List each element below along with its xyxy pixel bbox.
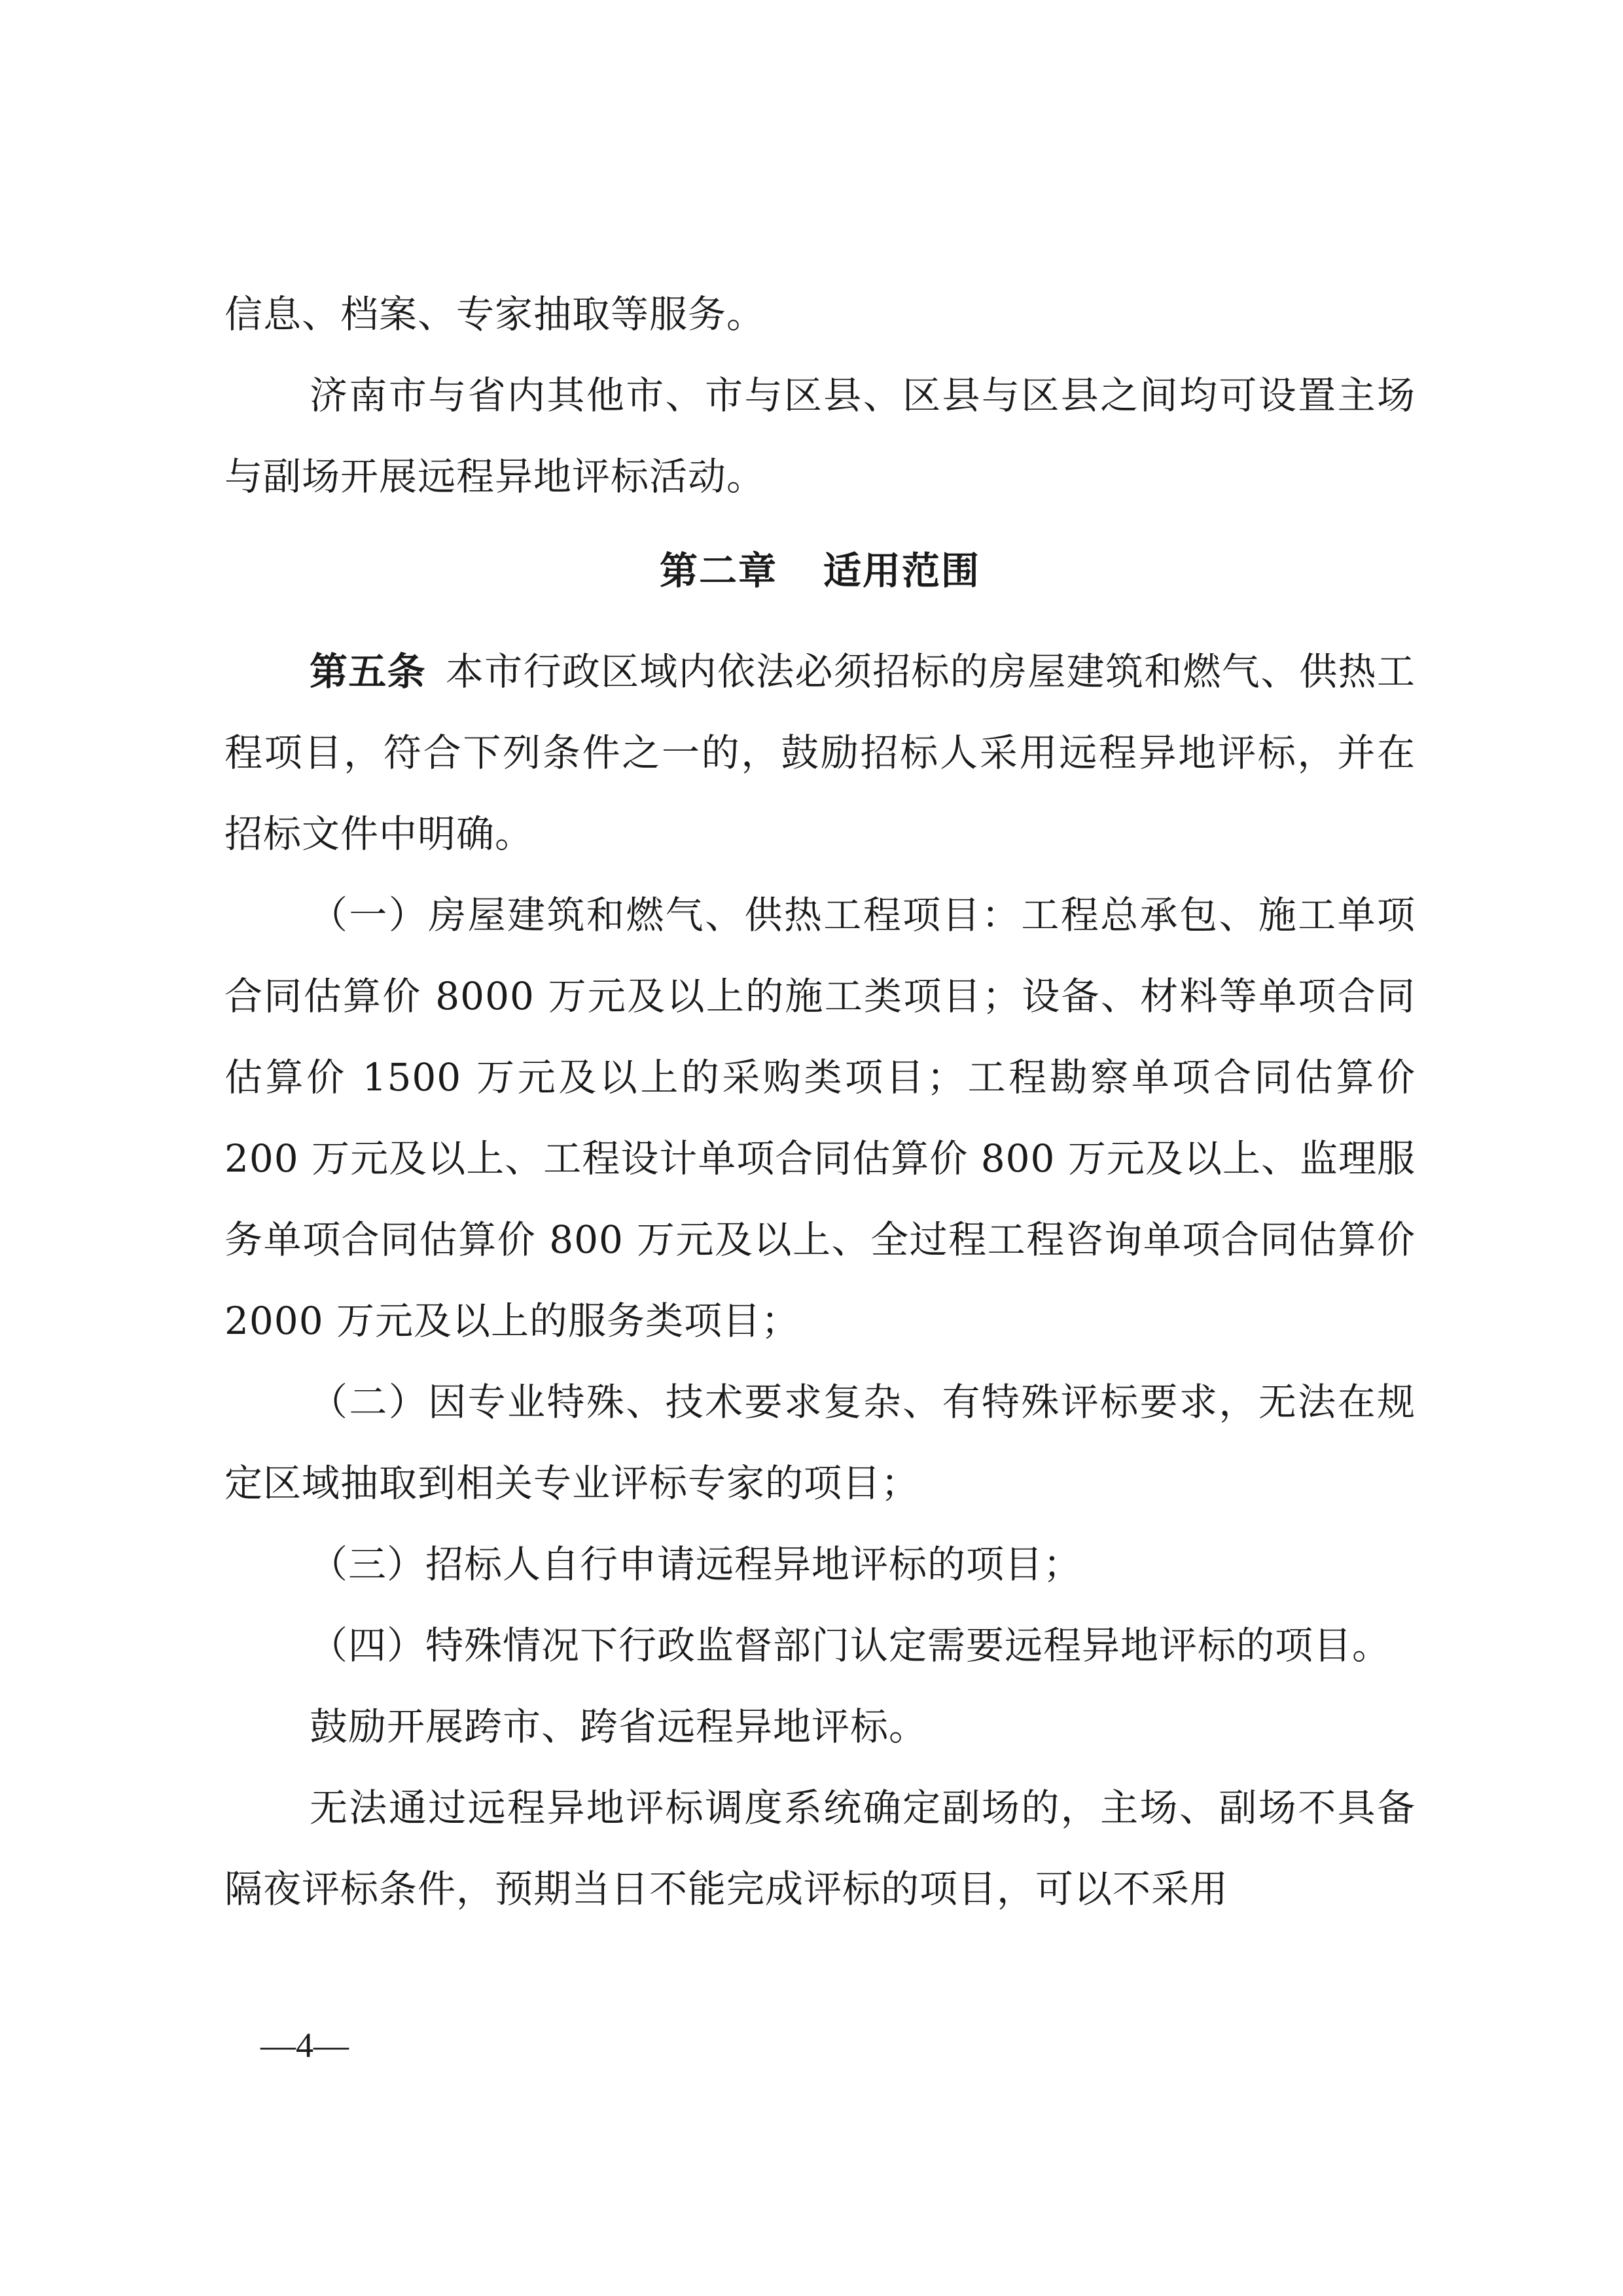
item-2-paragraph: （二）因专业特殊、技术要求复杂、有特殊评标要求，无法在规定区域抽取到相关专业评标专家的项目； [224, 1380, 1416, 1505]
body-text [224, 274, 1416, 1929]
chapter-heading [224, 517, 1416, 631]
item-4-paragraph: （四）特殊情况下行政监督部门认定需要远程异地评标的项目。 [310, 1623, 1391, 1668]
article-label: 第五条 [310, 649, 426, 694]
exception-paragraph: 无法通过远程异地评标调度系统确定副场的，主场、副场不具备隔夜评标条件，预期当日不能完成评标的项目，可以不采用 [224, 1785, 1416, 1911]
article-5-paragraph [224, 631, 1416, 874]
encourage-cross-region-paragraph: 鼓励开展跨市、跨省远程异地评标。 [310, 1704, 928, 1749]
paragraph-jinan-remote-venues: 济南市与省内其他市、市与区县、区县与区县之间均可设置主场与副场开展远程异地评标活动。 [224, 373, 1416, 499]
chapter-title: 适用范围 [823, 548, 981, 593]
chapter-number: 第二章 [659, 548, 777, 593]
item-3-paragraph: （三）招标人自行申请远程异地评标的项目； [310, 1542, 1082, 1587]
article-5-text: 本市行政区域内依法必须招标的房屋建筑和燃气、供热工程项目，符合下列条件之一的，鼓励招标人采用远程异地评标，并在招标文件中明确。 [224, 649, 1416, 856]
paragraph-services-continued: 信息、档案、专家抽取等服务。 [224, 292, 766, 336]
item-1-paragraph: （一）房屋建筑和燃气、供热工程项目：工程总承包、施工单项合同估算价 8000 万元及以上的施工类项目；设备、材料等单项合同估算价 1500 万元及以上的采购类项目；工程勘察单项合同估算价 200 万元及以上、工程设计单项合同估算价 800 万元及以上、监理服务单项合同估算价 800 万元及以上、全过程工程咨询单项合同估算价 2000 万元及以上的服务类项目； [224, 893, 1416, 1343]
page-number: —4— [260, 2026, 349, 2065]
